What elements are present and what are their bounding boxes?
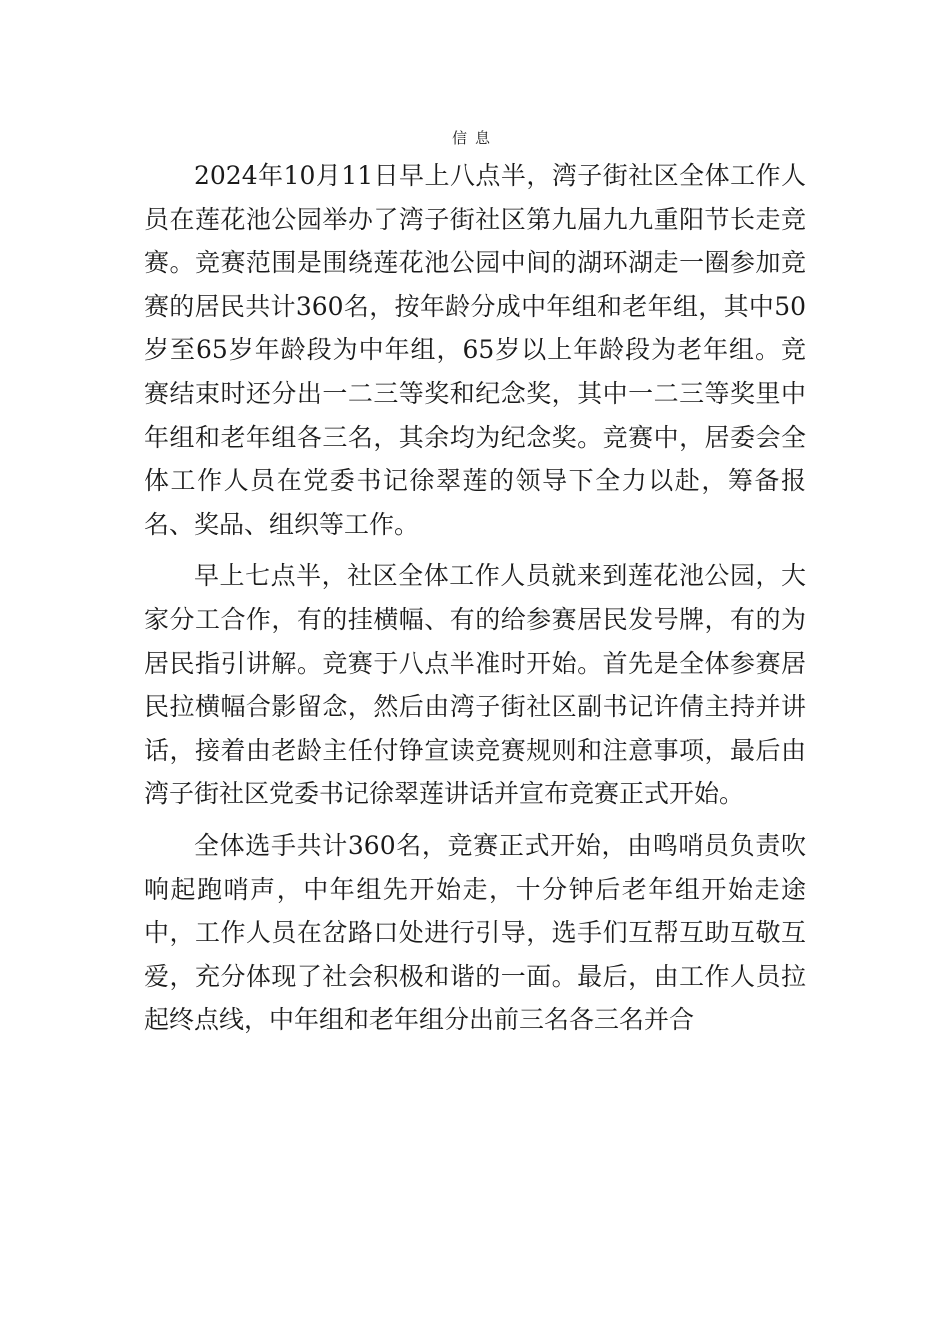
paragraph-3: 全体选手共计360名，竞赛正式开始，由鸣哨员负责吹响起跑哨声，中年组先开始走，十分钟后老年组开始走途中，工作人员在岔路口处进行引导，选手们互帮互助互敬互爱，充分体现了社会积极和谐的一面。最后，由工作人员拉起终点线，中年组和老年组分出前三名各三名并合: [144, 830, 806, 1035]
document-header: 信息: [451, 129, 498, 147]
document-body: [144, 154, 806, 1042]
paragraph-1: 2024年10月11日早上八点半，湾子街社区全体工作人员在莲花池公园举办了湾子街社区第九届九九重阳节长走竞赛。竞赛范围是围绕莲花池公园中间的湖环湖走一圈参加竞赛的居民共计360名，按年龄分成中年组和老年组，其中50岁至65岁年龄段为中年组，65岁以上年龄段为老年组。竞赛结束时还分出一二三等奖和纪念奖，其中一二三等奖里中年组和老年组各三名，其余均为纪念奖。竞赛中，居委会全体工作人员在党委书记徐翠莲的领导下全力以赴，筹备报名、奖品、组织等工作。: [144, 161, 806, 539]
paragraph-2: 早上七点半，社区全体工作人员就来到莲花池公园，大家分工合作，有的挂横幅、有的给参赛居民发号牌，有的为居民指引讲解。竞赛于八点半准时开始。首先是全体参赛居民拉横幅合影留念，然后由湾子街社区副书记许倩主持并讲话，接着由老龄主任付铮宣读竞赛规则和注意事项，最后由湾子街社区党委书记徐翠莲讲话并宣布竞赛正式开始。: [144, 561, 806, 809]
